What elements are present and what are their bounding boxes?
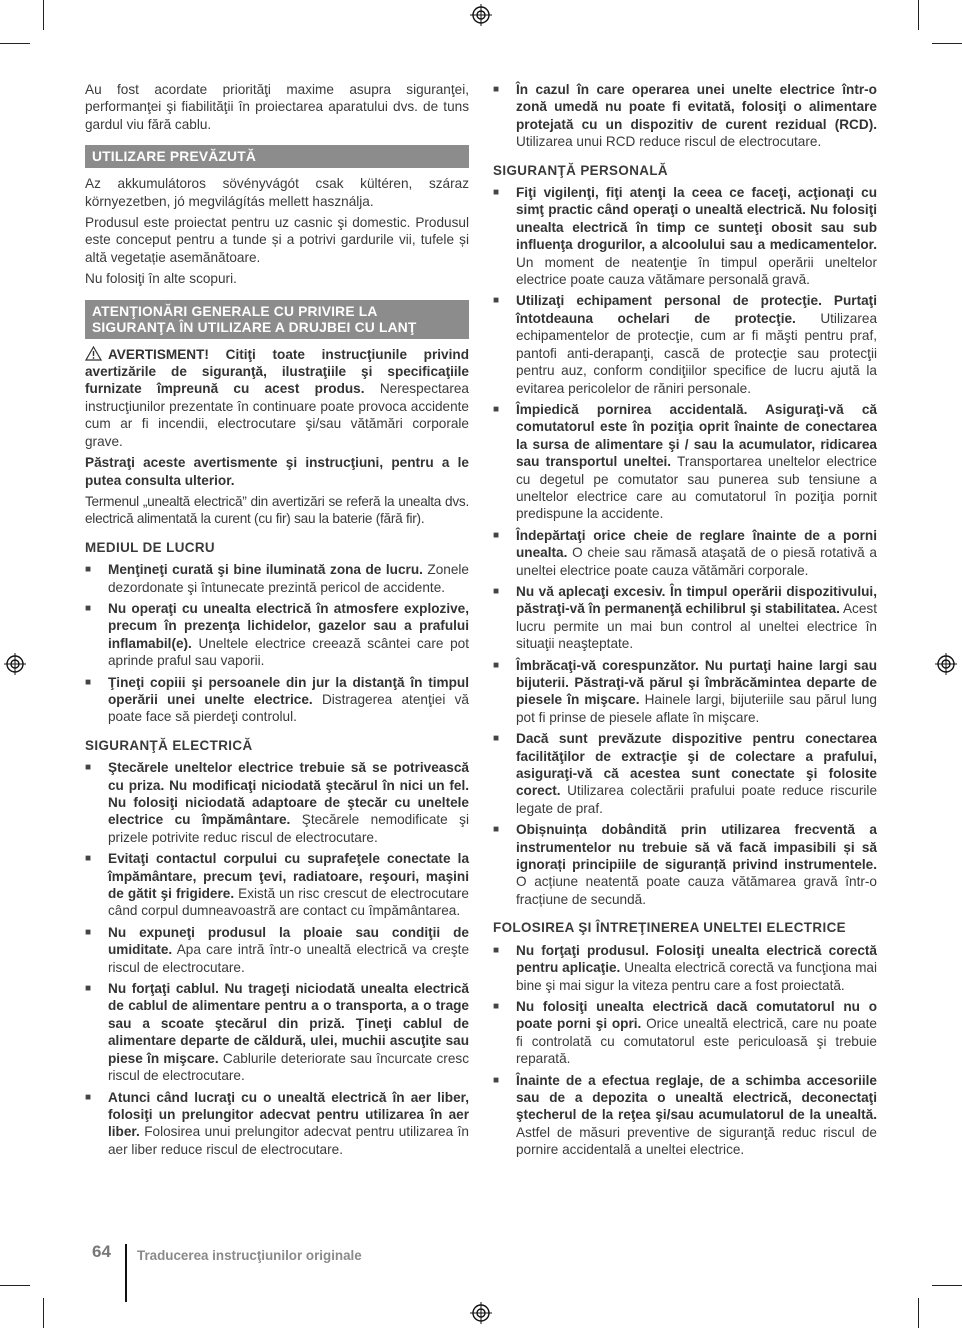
list-item-bold: Menţineţi curată şi bine iluminată zona de lucru. (108, 562, 423, 578)
list-item-bold: Nu vă aplecaţi excesiv. În timpul operării dispozitivului, păstraţi-vă în permanenţă echilibrul şi stabilitatea. (516, 583, 877, 617)
crop-mark (918, 1298, 919, 1328)
list-item-body: Folosirea unui prelungitor adecvat pentru utilizarea în aer liber reduce riscul de electrocutare. (108, 1124, 469, 1157)
list-item (493, 730, 877, 817)
registration-mark-icon (470, 4, 492, 26)
rcd-list (493, 81, 877, 151)
keep-instructions-paragraph (85, 454, 469, 489)
bullet-icon: ■ (85, 983, 92, 995)
list-item-text (516, 821, 877, 908)
bullet-icon: ■ (85, 1091, 92, 1103)
list-item-body: Cablurile deteriorate sau încurcate cresc riscul de electrocutare. (108, 1050, 469, 1084)
bullet-icon: ■ (85, 853, 92, 865)
crop-mark (932, 43, 962, 44)
crop-mark (0, 1285, 30, 1286)
list-item-bold: Înainte de a efectua reglaje, de a schimba accesoriile sau de a depozita o unealtă electrică, deconectaţi ştecherul de la reţea şi/sau acumulatorul de la unealtă. (516, 1072, 877, 1123)
list-item-body: Utilizarea echipamentelor de protecţie, cum ar fi măşti pentru praf, pantofi anti-derapanţi, cască de protecţie sau protecţii pentru auz, conform condiţiilor specifice de lucru ajută la evitarea pericolelor de răniri personale. (516, 310, 878, 396)
bullet-icon: ■ (85, 926, 92, 938)
list-item-text (516, 657, 877, 727)
list-item-text (108, 850, 469, 920)
list-item (493, 657, 877, 727)
list-item (85, 980, 469, 1084)
list-item-text (516, 998, 877, 1068)
list-item-text (108, 600, 469, 670)
section-banner-general-warnings: ATENŢIONĂRI GENERALE CU PRIVIRE LA SIGURANŢA ÎN UTILIZARE A DRUJBEI CU LANŢ (85, 300, 469, 339)
list-item (85, 674, 469, 726)
list-item (493, 998, 877, 1068)
list-item (85, 850, 469, 920)
list-item-bold: Fiţi vigilenţi, fiţi atenţi la ceea ce faceţi, acţionaţi cu simţ practic când operaţi o unealtă electrică. Nu folosiţi unealta electrică în timp ce sunteţi obosit sau sub influenţa drogurilor, a alcoolului sau a medicamentelor. (516, 185, 877, 253)
bullet-icon: ■ (493, 403, 500, 415)
intro-paragraph: Au fost acordate priorităţi maxime asupra siguranţei, performanţei şi fiabilităţii în proiectarea aparatului dvs. de tuns gardul viu fără cablu. (85, 82, 469, 132)
list-item-body: Utilizarea colectării prafului poate reduce riscurile legate de praf. (516, 783, 877, 816)
list-item-text (108, 561, 469, 596)
list-item-bold: Ţineţi copiii şi persoanele din jur la distanţă în timpul operării unei unelte electrice. (108, 674, 469, 707)
intended-use-paragraph: Az akkumulátoros sövényvágót csak kültéren, száraz környezetben, jó megvilágítás mellett használja. (85, 176, 469, 209)
left-column (85, 81, 469, 1162)
list-item-bold: În cazul în care operarea unei unelte electrice într-o zonă umedă nu poate fi evitată, folosiţi o alimentare protejată cu un dispozitiv de curent rezidual (RCD). (516, 82, 877, 132)
list-item (493, 184, 877, 288)
bullet-icon: ■ (493, 585, 500, 597)
list-item-text (516, 730, 877, 817)
list-item (493, 401, 877, 523)
crop-mark (918, 0, 919, 30)
list-item-bold: Evitaţi contactul corpului cu suprafeţele conectate la împământare, precum ţevi, radiatoare, reşouri, maşini de gătit şi frigidere. (108, 851, 469, 902)
list-item-bold: Împiedică pornirea accidentală. Asiguraţi-vă că comutatorul este în poziţia oprit înainte de conectarea la sursa de alimentare şi / sau la acumulator, ridicarea sau transportul uneltei. (516, 401, 877, 470)
list-item (493, 942, 877, 994)
list-item (493, 821, 877, 908)
warning-triangle-icon (85, 346, 102, 361)
subheading-tool-use-care: FOLOSIREA ŞI ÎNTREŢINEREA UNELTEI ELECTRICE (493, 920, 846, 936)
bullet-icon: ■ (85, 564, 92, 576)
term-paragraph: Termenul „unealtă electrică” din avertizări se referă la unealta dvs. electrică alimentată la curent (cu fir) sau la baterie (fără fir). (85, 493, 469, 527)
list-item-text (516, 583, 877, 653)
list-item-text (108, 674, 469, 726)
crop-mark (0, 43, 30, 44)
registration-mark-icon (935, 653, 957, 675)
list-item-text (516, 401, 877, 523)
registration-mark-icon (4, 653, 26, 675)
bullet-icon: ■ (493, 944, 500, 956)
list-item-text (516, 527, 877, 579)
intended-use-paragraph: Nu folosiţi în alte scopuri. (85, 271, 237, 287)
list-item-text (108, 924, 469, 976)
list-item-text (516, 184, 877, 288)
crop-mark (43, 1298, 44, 1328)
list-item-bold: Nu expuneţi produsul la ploaie sau condiţii de umiditate. (108, 924, 469, 958)
list-item-body: Hainele largi, bijuteriile sau părul lung pot fi prinse de piesele aflate în mişcare. (516, 692, 877, 725)
list-item-body: Distragerea atenţiei vă poate face să pierdeţi controlul. (108, 691, 469, 725)
page-number: 64 (92, 1242, 111, 1261)
list-item-bold: Obișnuința dobândită prin utilizarea frecventă a instrumentelor nu trebuie să vă facă impasibili și să ignorați principiile de siguranță privind instrumentele. (516, 822, 877, 873)
list-item (493, 527, 877, 579)
list-item-bold: Ştecărele uneltelor electrice trebuie să se potrivească cu priza. Nu modificaţi niciodată ştecărul în nici un fel. Nu folosiţi niciodată adaptoare de ştecăr cu uneltele electrice cu împământare. (108, 760, 469, 828)
list-item-text (516, 81, 877, 151)
list-item-body: Zonele dezordonate şi întunecate prezintă pericol de accidente. (108, 562, 469, 595)
list-item-text (516, 292, 877, 396)
bullet-icon: ■ (85, 602, 92, 614)
footer-divider (125, 1244, 127, 1302)
list-item-bold: Dacă sunt prevăzute dispozitive pentru conectarea facilităţilor de extracţie şi de colectare a prafului, asiguraţi-vă că acestea sunt conectate şi folosite corect. (516, 731, 877, 799)
work-area-list (85, 561, 469, 726)
list-item-body: Astfel de măsuri preventive de siguranţă reduc riscul de pornire accidentală a uneltei electrice. (516, 1124, 877, 1158)
personal-safety-list (493, 184, 877, 908)
crop-mark (932, 1285, 962, 1286)
right-column (493, 81, 877, 1163)
list-item (85, 759, 469, 846)
list-item-body: Unealta electrică corectă va funcţiona mai bine şi mai sigur la viteza pentru care a fost proiectată. (516, 960, 877, 993)
keep-instructions-bold: Păstraţi aceste avertismente şi instrucţiuni, pentru a le putea consulta ulterior. (85, 455, 469, 488)
list-item-bold: Nu forţaţi cablul. Nu trageţi niciodată unealta electrică de cablul de alimentare pentru a o transporta, a o trage sau a scoate ştecărul din priză. Ţineţi cablul de alimentare departe de căldură, ulei, muchii ascuţite sau piese în mişcare. (108, 981, 469, 1066)
warning-paragraph (85, 346, 469, 450)
bullet-icon: ■ (85, 676, 92, 688)
list-item-body: O cheie sau rămasă ataşată de o piesă rotativă a uneltei electrice poate cauza vătămări corporale. (516, 545, 877, 578)
list-item-body: Ştecărele nemodificate şi prizele potrivite reduc riscul de electrocutare. (108, 812, 469, 845)
crop-mark (43, 0, 44, 30)
bullet-icon: ■ (493, 733, 500, 745)
list-item (85, 1089, 469, 1159)
list-item-body: Există un risc crescut de electrocutare când corpul dumneavoastră are contact cu împământarea. (108, 886, 469, 919)
footer-text: Traducerea instrucţiunilor originale (137, 1248, 362, 1263)
bullet-icon: ■ (493, 1074, 500, 1086)
list-item-bold: Îndepărtaţi orice cheie de reglare înainte de a porni unealta. (516, 527, 877, 561)
section-banner-intended-use: UTILIZARE PREVĂZUTĂ (85, 145, 469, 168)
list-item-text (108, 980, 469, 1084)
bullet-icon: ■ (493, 659, 500, 671)
list-item (493, 292, 877, 396)
list-item (493, 1072, 877, 1159)
registration-mark-icon (470, 1302, 492, 1324)
list-item-bold: Îmbrăcaţi-vă corespunzător. Nu purtaţi haine largi sau bijuterii. Păstraţi-vă părul şi îmbrăcămintea departe de piesele în mişcare. (516, 657, 877, 708)
tool-use-list (493, 942, 877, 1159)
list-item (85, 924, 469, 976)
intended-use-paragraph: Produsul este proiectat pentru uz casnic şi domestic. Produsul este conceput pentru a tunde și a potrivi gardurile vii, tufele și altă vegetație asemănătoare. (85, 215, 469, 265)
list-item (493, 81, 877, 151)
list-item (493, 583, 877, 653)
list-item-body: Un moment de neatenţie în timpul operării uneltelor electrice poate cauza vătămare personală gravă. (516, 254, 877, 288)
list-item-body: Orice unealtă electrică, care nu poate fi controlată cu comutatorul este periculoasă şi trebuie reparată. (516, 1016, 877, 1067)
bullet-icon: ■ (493, 529, 500, 541)
list-item-body: O acțiune neatentă poate cauza vătămarea gravă într-o fracțiune de secundă. (516, 874, 877, 907)
list-item-text (516, 1072, 877, 1159)
list-item-body: Uneltele electrice creează scântei care pot aprinde praful sau vaporii. (108, 635, 469, 669)
list-item-bold: Nu forţaţi produsul. Folosiţi unealta electrică corectă pentru aplicaţie. (516, 942, 877, 976)
bullet-icon: ■ (493, 295, 500, 307)
bullet-icon: ■ (493, 187, 500, 199)
list-item-bold: Atunci când lucraţi cu o unealtă electrică în aer liber, folosiţi un prelungitor adecvat pentru utilizarea în aer liber. (108, 1089, 469, 1140)
warning-text: Nerespectarea instrucţiunilor prezentate în continuare poate provoca accidente cum ar fi incendii, electrocutare şi/sau vătămări corporale grave. (85, 381, 469, 449)
list-item-text (516, 942, 877, 994)
warning-bold: AVERTISMENT! Citiţi toate instrucţiunile privind avertizările de siguranţă, ilustraţiile şi specificaţiile furnizate împreună cu acest produs. (85, 346, 469, 397)
list-item-body: Apa care intră într-o unealtă electrică va creşte riscul de electrocutare. (108, 942, 469, 975)
list-item-bold: Nu operaţi cu unealta electrică în atmosfere explozive, precum în prezenţa lichidelor, gazelor sau a prafului inflamabil(e). (108, 600, 469, 651)
subheading-work-area: MEDIUL DE LUCRU (85, 539, 215, 555)
list-item-body: Transportarea uneltelor electrice cu degetul pe comutator sau punerea sub tensiune a uneltelor electrice care au comutatorul în poziţia pornit predispune la accidente. (516, 454, 877, 522)
list-item-bold: Utilizaţi echipament personal de protecţie. Purtaţi întotdeauna ochelari de protecţie. (516, 293, 877, 326)
list-item-text (108, 1089, 469, 1159)
list-item-body: Utilizarea unui RCD reduce riscul de electrocutare. (516, 134, 822, 150)
electrical-safety-list (85, 759, 469, 1158)
list-item (85, 561, 469, 596)
list-item (85, 600, 469, 670)
bullet-icon: ■ (493, 1000, 500, 1012)
subheading-personal-safety: SIGURANŢĂ PERSONALĂ (493, 162, 668, 178)
list-item-text (108, 759, 469, 846)
bullet-icon: ■ (85, 762, 92, 774)
bullet-icon: ■ (493, 84, 500, 95)
list-item-bold: Nu folosiţi unealta electrică dacă comutatorul nu o poate porni şi opri. (516, 998, 877, 1032)
list-item-body: Acest lucru permite un mai bun control al uneltei electrice în situaţii neaşteptate. (516, 601, 877, 652)
bullet-icon: ■ (493, 824, 500, 836)
subheading-electrical-safety: SIGURANŢĂ ELECTRICĂ (85, 737, 253, 753)
